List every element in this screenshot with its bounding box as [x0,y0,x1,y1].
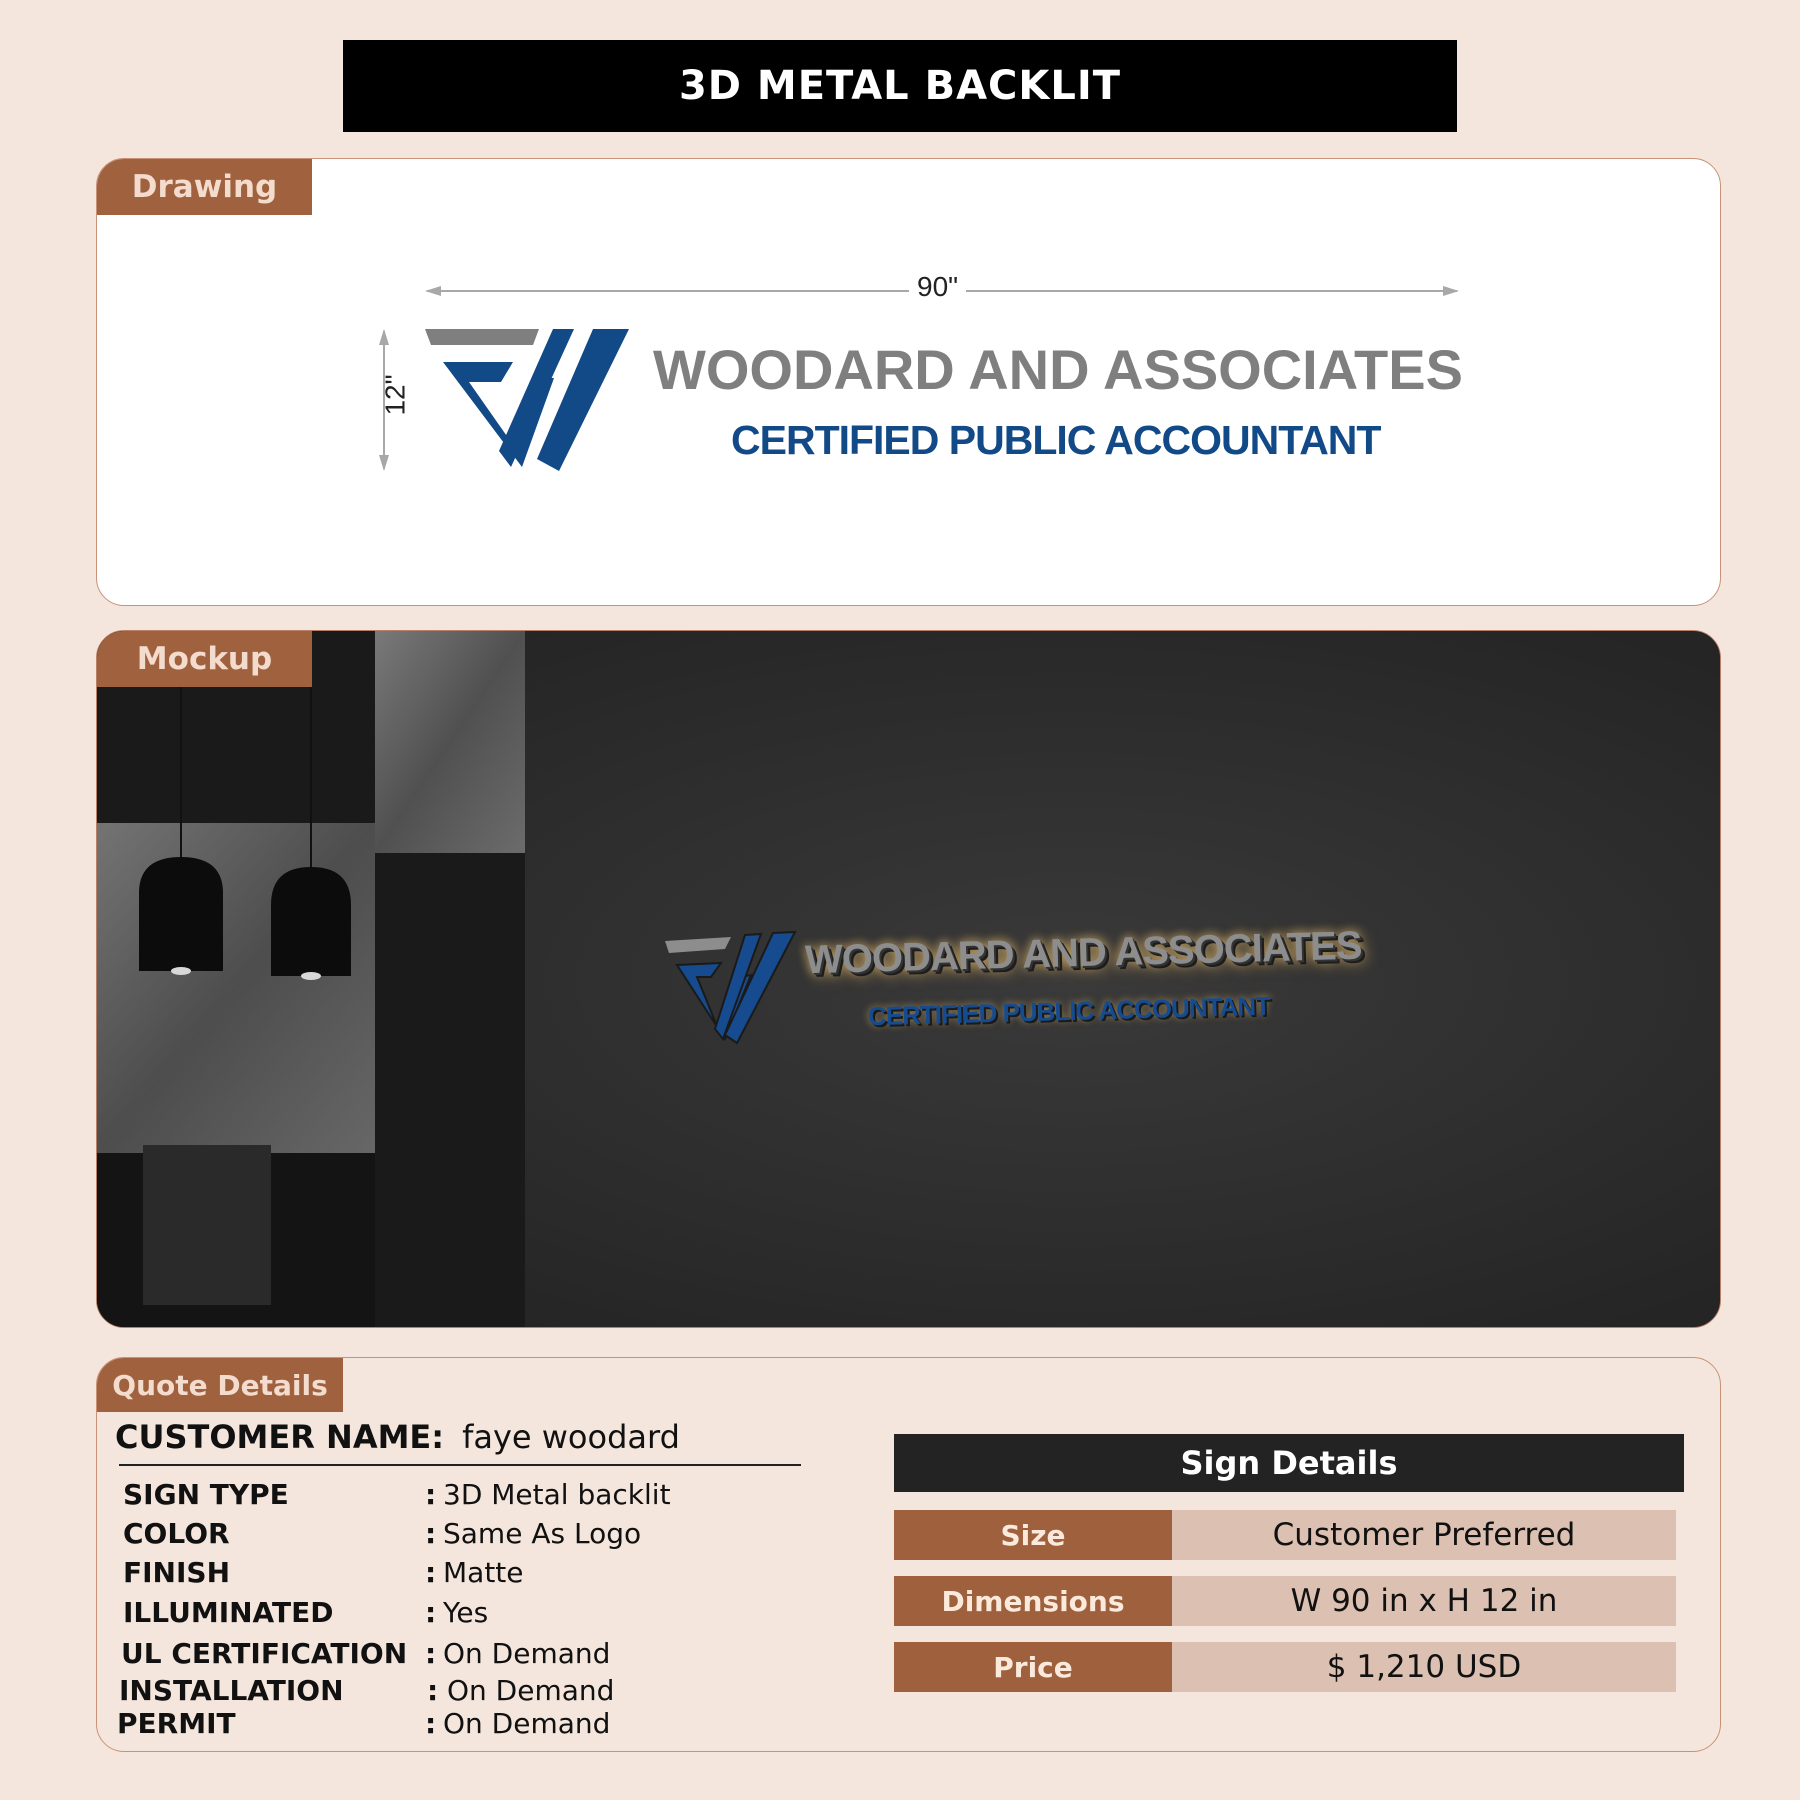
logo-mark-icon [425,329,629,471]
quote-row-key: FINISH [123,1556,230,1589]
width-dimension: 90" [909,271,966,303]
customer-name-value: faye woodard [462,1418,680,1456]
divider [119,1464,801,1466]
quote-row-key: UL CERTIFICATION [121,1637,408,1670]
quote-row-key: SIGN TYPE [123,1478,289,1511]
customer-name-label: CUSTOMER NAME: [115,1418,445,1456]
quote-row-value: Yes [443,1596,489,1629]
quote-row-colon: : [425,1556,437,1589]
mockup-sign-tagline: CERTIFIED PUBLIC ACCOUNTANT [867,990,1271,1032]
drawing-panel [96,158,1721,606]
quote-row-value: On Demand [443,1637,611,1670]
quote-row-key: PERMIT [117,1707,236,1740]
quote-row-colon: : [427,1674,439,1707]
sign-detail-row [894,1642,1676,1692]
quote-row-colon: : [425,1596,437,1629]
page-title: 3D METAL BACKLIT [343,40,1457,132]
quote-row-colon: : [425,1517,437,1550]
mockup-panel [96,630,1721,1328]
quote-row-colon: : [425,1707,437,1740]
customer-name-row [115,1418,680,1456]
sign-details-header: Sign Details [894,1434,1684,1492]
quote-panel [96,1357,1721,1752]
quote-row-value: 3D Metal backlit [443,1478,671,1511]
sign-detail-value: $ 1,210 USD [1172,1642,1676,1692]
sign-detail-value: Customer Preferred [1172,1510,1676,1560]
sign-detail-value: W 90 in x H 12 in [1172,1576,1676,1626]
quote-row-colon: : [425,1478,437,1511]
sign-detail-row [894,1510,1676,1560]
sign-detail-label: Price [894,1642,1172,1692]
quote-row-value: On Demand [443,1707,611,1740]
quote-row-value: On Demand [447,1674,615,1707]
mockup-tab: Mockup [97,631,312,687]
logo-tagline: CERTIFIED PUBLIC ACCOUNTANT [731,417,1381,463]
quote-row-key: INSTALLATION [119,1674,344,1707]
quote-row-colon: : [425,1637,437,1670]
quote-row-value: Matte [443,1556,524,1589]
quote-row-value: Same As Logo [443,1517,642,1550]
logo-company-name: WOODARD AND ASSOCIATES [653,338,1463,401]
mockup-sign-name: WOODARD AND ASSOCIATES [804,923,1362,983]
quote-tab: Quote Details [97,1358,343,1412]
height-dimension: 12" [379,374,411,416]
quote-row-key: ILLUMINATED [123,1596,334,1629]
sign-detail-row [894,1576,1676,1626]
quote-row-key: COLOR [123,1517,230,1550]
sign-detail-label: Size [894,1510,1172,1560]
sign-detail-label: Dimensions [894,1576,1172,1626]
drawing-tab: Drawing [97,159,312,215]
